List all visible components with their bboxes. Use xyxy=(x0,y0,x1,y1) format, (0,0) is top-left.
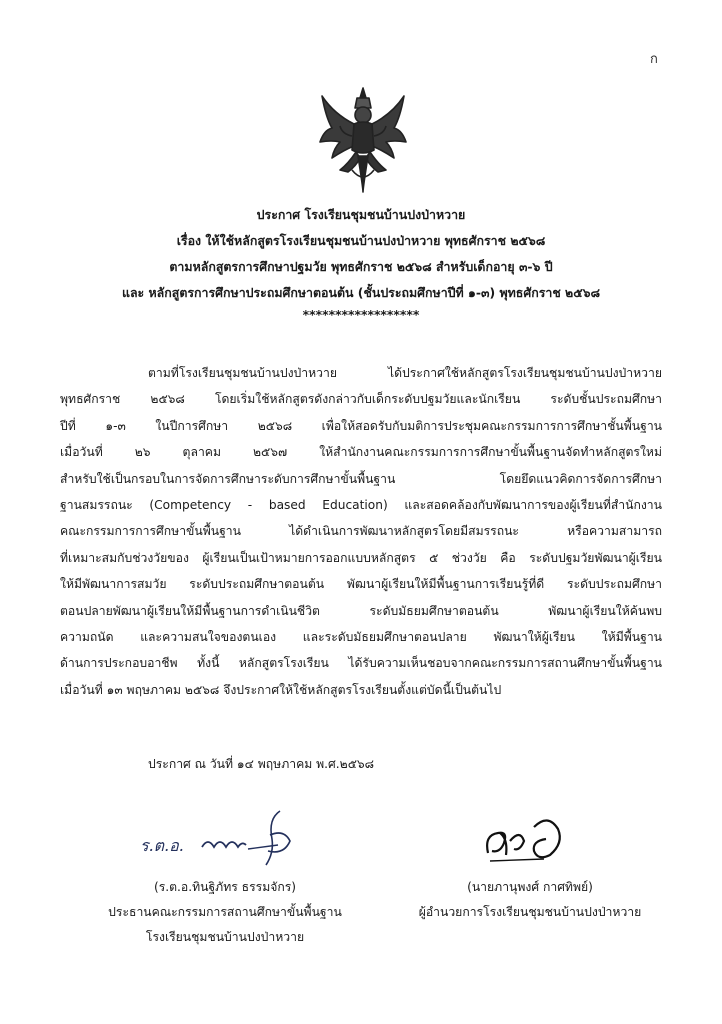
body-line: ตามที่โรงเรียนชุมชนบ้านปงป่าหวาย ได้ประกาศใช้หลักสูตรโรงเรียนชุมชนบ้านปงป่าหวาย xyxy=(148,366,662,380)
header-line-2: เรื่อง ให้ใช้หลักสูตรโรงเรียนชุมชนบ้านปงป่าหวาย พุทธศักราช ๒๕๖๘ xyxy=(176,233,546,248)
announcement-body xyxy=(60,360,662,703)
announcement-date: ประกาศ ณ วันที่ ๑๔ พฤษภาคม พ.ศ.๒๕๖๘ xyxy=(148,757,375,771)
handwritten-signature-icon xyxy=(460,805,600,875)
garuda-emblem-icon xyxy=(318,84,408,194)
body-line: เมื่อวันที่ ๒๖ ตุลาคม ๒๕๖๗ ให้สำนักงานคณะกรรมการการศึกษาขั้นพื้นฐานจัดทำหลักสูตรใหม่ xyxy=(60,445,662,460)
signature-block-director xyxy=(390,805,670,925)
body-line: พุทธศักราช ๒๕๖๘ โดยเริ่มใช้หลักสูตรดังกล่าวกับเด็กระดับปฐมวัยและนักเรียน ระดับชั้นประถมศึกษา xyxy=(60,392,662,407)
signature-director xyxy=(390,805,670,875)
body-line: ให้มีพัฒนาการสมวัย ระดับประถมศึกษาตอนต้น พัฒนาผู้เรียนให้มีพื้นฐานการเรียนรู้ที่ดี ระดับประถมศึกษา xyxy=(60,577,662,592)
signer-name: (ร.ต.อ.ทินฐิภัทร ธรรมจักร) xyxy=(153,880,297,894)
body-line: สำหรับใช้เป็นกรอบในการจัดการศึกษาระดับการศึกษาขั้นพื้นฐาน โดยยึดแนวคิดการจัดการศึกษา xyxy=(60,471,662,486)
header-line-1: ประกาศ โรงเรียนชุมชนบ้านปงป่าหวาย xyxy=(256,207,466,222)
body-line: ด้านการประกอบอาชีพ ทั้งนี้ หลักสูตรโรงเรียน ได้รับความเห็นชอบจากคณะกรรมการสถานศึกษาขั้นพื้นฐาน xyxy=(60,656,662,671)
body-line: ปีที่ ๑-๓ ในปีการศึกษา ๒๕๖๘ เพื่อให้สอดรับกับมติการประชุมคณะกรรมการการศึกษาชั้นพื้นฐาน xyxy=(60,418,662,433)
header-line-3: ตามหลักสูตรการศึกษาปฐมวัย พุทธศักราช ๒๕๖๘ สำหรับเด็กอายุ ๓-๖ ปี xyxy=(169,259,553,274)
signer-name: (นายภานุพงศ์ กาศทิพย์) xyxy=(467,880,593,894)
signer-organization: โรงเรียนชุมชนบ้านปงป่าหวาย xyxy=(145,930,305,944)
body-line: ฐานสมรรถนะ (Competency - based Education) และสอดคล้องกับพัฒนาการของผู้เรียนที่สำนักงาน xyxy=(60,497,662,512)
header-separator: ****************** xyxy=(302,307,420,322)
signature-block-chairman xyxy=(60,805,390,950)
body-line: คณะกรรมการการศึกษาขั้นพื้นฐาน ได้ดำเนินการพัฒนาหลักสูตรโดยมีสมรรถนะ หรือความสามารถ xyxy=(60,524,662,539)
signer-title: ประธานคณะกรรมการสถานศึกษาขั้นพื้นฐาน xyxy=(108,905,342,919)
body-line: เมื่อวันที่ ๑๓ พฤษภาคม ๒๕๖๘ จึงประกาศให้ใช้หลักสูตรโรงเรียนตั้งแต่บัดนี้เป็นต้นไป xyxy=(60,682,502,697)
announcement-header xyxy=(60,202,662,324)
signature-chairman xyxy=(60,805,390,875)
body-line: ความถนัด และความสนใจของตนเอง และระดับมัธยมศึกษาตอนปลาย พัฒนาให้ผู้เรียน ให้มีพื้นฐาน xyxy=(60,629,662,644)
page-number: ก xyxy=(650,52,658,67)
body-line: ที่เหมาะสมกับช่วงวัยของ ผู้เรียนเป็นเป้าหมายการออกแบบหลักสูตร ๕ ช่วงวัย คือ ระดับปฐมวัยพัฒนาผู้เรียน xyxy=(60,550,662,565)
signature-handwritten-text: ร.ต.อ. xyxy=(140,836,184,855)
body-line: ตอนปลายพัฒนาผู้เรียนให้มีพื้นฐานการดำเนินชีวิต ระดับมัธยมศึกษาตอนต้น พัฒนาผู้เรียนให้ค้นพบ xyxy=(60,603,662,618)
signer-title: ผู้อำนวยการโรงเรียนชุมชนบ้านปงป่าหวาย xyxy=(418,905,642,919)
header-line-4: และ หลักสูตรการศึกษาประถมศึกษาตอนต้น (ชั้นประถมศึกษาปีที่ ๑-๓) พุทธศักราช ๒๕๖๘ xyxy=(121,285,601,300)
handwritten-signature-icon xyxy=(130,805,330,875)
